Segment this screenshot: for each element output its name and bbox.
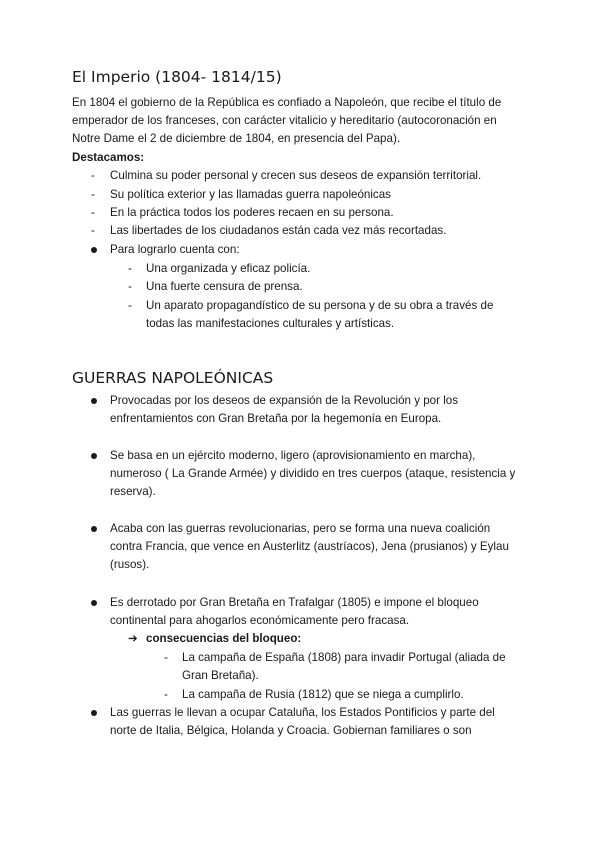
guerras-bullet-1-line-1: Provocadas por los deseos de expansión de la Revolución y por los xyxy=(110,394,459,407)
guerras-bullet-2-line-2: numeroso ( La Grande Armée) y dividido en tres cuerpos (ataque, resistencia y xyxy=(110,467,516,480)
guerras-bullet-3-line-3: (rusos). xyxy=(110,558,150,571)
bullet-dot-icon xyxy=(91,247,97,253)
guerras-bullet-1-line-2: enfrentamientos con Gran Bretaña por la hegemonía en Europa. xyxy=(110,412,442,425)
dash-item-2: Su política exterior y las llamadas guerra napoleónicas xyxy=(110,188,391,201)
dash-marker: - xyxy=(91,169,95,182)
section-title-imperio: El Imperio (1804- 1814/15) xyxy=(72,68,282,86)
intro-line-2: emperador de los franceses, con carácter vitalicio y hereditario (autocoronación en xyxy=(72,114,497,127)
sub-item-1: Una organizada y eficaz policía. xyxy=(146,262,311,275)
dash-marker: - xyxy=(128,280,132,293)
guerras-bullet-4-line-1: Es derrotado por Gran Bretaña en Trafalgar (1805) e impone el bloqueo xyxy=(110,596,479,609)
bullet-dot-icon xyxy=(91,526,97,532)
bullet-dot-icon xyxy=(91,710,97,716)
dash-item-4: Las libertades de los ciudadanos están cada vez más recortadas. xyxy=(110,224,447,237)
intro-line-1: En 1804 el gobierno de la República es confiado a Napoleón, que recibe el título de xyxy=(72,96,502,109)
intro-line-3: Notre Dame el 2 de diciembre de 1804, en presencia del Papa). xyxy=(72,132,401,145)
arrow-label: consecuencias del bloqueo: xyxy=(146,632,302,645)
sub-item-3: Un aparato propagandístico de su persona y de su obra a través de xyxy=(146,299,494,312)
guerras-bullet-3-line-1: Acaba con las guerras revolucionarias, pero se forma una nueva coalición xyxy=(110,522,491,535)
sub-item-3-cont: todas las manifestaciones culturales y artísticas. xyxy=(146,317,395,330)
sub-item-2: Una fuerte censura de prensa. xyxy=(146,280,303,293)
dash-marker: - xyxy=(91,188,95,201)
guerras-bullet-5-line-2: norte de Italia, Bélgica, Holanda y Croacia. Gobiernan familiares o son xyxy=(110,724,472,737)
guerras-bullet-4-line-2: continental para ahogarlos económicamente pero fracasa. xyxy=(110,614,410,627)
bullet-dot-icon xyxy=(91,600,97,606)
dash-marker: - xyxy=(128,299,132,312)
consequence-2: La campaña de Rusia (1812) que se niega a cumplirlo. xyxy=(182,688,464,701)
dash-marker: - xyxy=(91,206,95,219)
arrow-icon: ➔ xyxy=(128,632,138,645)
consequence-1-line-2: Gran Bretaña). xyxy=(182,669,259,682)
dash-marker: - xyxy=(91,224,95,237)
dash-item-3: En la práctica todos los poderes recaen en su persona. xyxy=(110,206,394,219)
guerras-bullet-2-line-3: reserva). xyxy=(110,485,156,498)
bullet-dot-icon xyxy=(91,398,97,404)
dash-marker: - xyxy=(164,651,168,664)
bullet-dot-icon xyxy=(91,453,97,459)
dash-item-1: Culmina su poder personal y crecen sus deseos de expansión territorial. xyxy=(110,169,482,182)
dash-marker: - xyxy=(164,688,168,701)
guerras-bullet-2-line-1: Se basa en un ejército moderno, ligero (aprovisionamiento en marcha), xyxy=(110,449,476,462)
consequence-1-line-1: La campaña de España (1808) para invadir Portugal (aliada de xyxy=(182,651,506,664)
bullet-item-lograrlo: Para lograrlo cuenta con: xyxy=(110,243,240,256)
guerras-bullet-5-line-1: Las guerras le llevan a ocupar Cataluña, los Estados Pontificios y parte del xyxy=(110,706,495,719)
highlight-label: Destacamos: xyxy=(72,151,145,164)
section-title-guerras: GUERRAS NAPOLEÓNICAS xyxy=(72,369,274,387)
dash-marker: - xyxy=(128,262,132,275)
guerras-bullet-3-line-2: contra Francia, que vence en Austerlitz (austríacos), Jena (prusianos) y Eylau xyxy=(110,540,509,553)
